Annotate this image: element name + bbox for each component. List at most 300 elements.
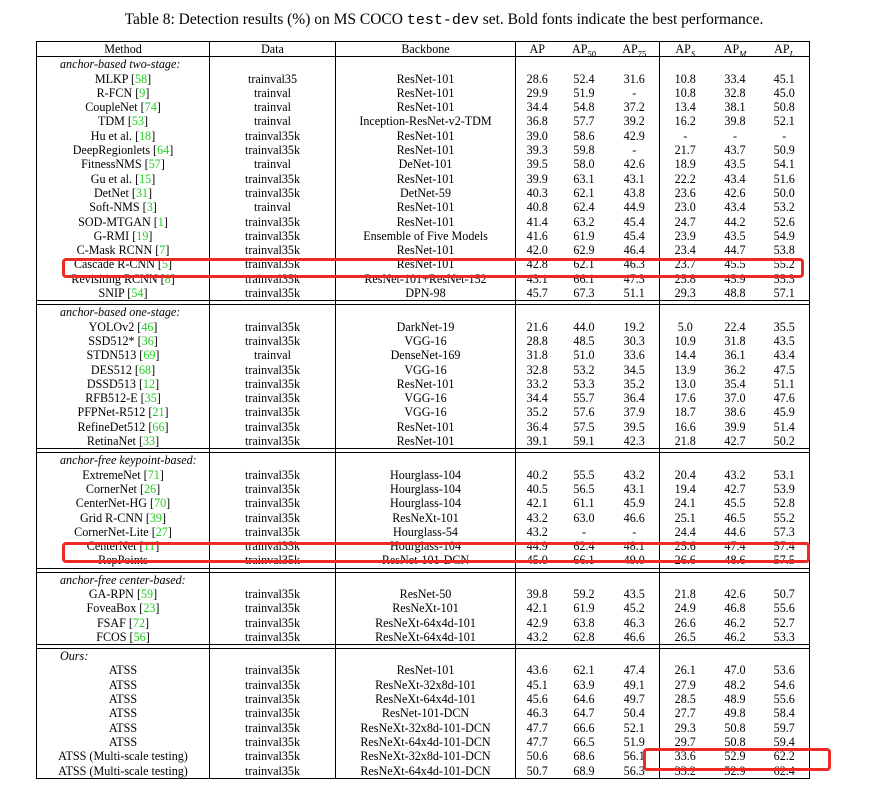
data-cell: trainval35k [210, 496, 336, 510]
ap75-cell: 31.6 [610, 72, 660, 86]
citation-link[interactable]: 53 [131, 114, 144, 129]
backbone-cell: Hourglass-104 [336, 496, 516, 510]
table-row [37, 348, 810, 362]
data-cell: trainval35k [210, 334, 336, 348]
ap50-cell: 66.1 [573, 271, 595, 286]
backbone-cell: ResNet-101 [336, 86, 516, 100]
ap50-cell: 62.1 [573, 185, 595, 200]
empty-cell [210, 453, 336, 468]
method-cell [37, 764, 210, 779]
apm-cell: 44.2 [724, 214, 746, 229]
aps-cell: 22.2 [674, 171, 696, 186]
apm-cell: 36.1 [724, 348, 746, 363]
empty-cell [760, 57, 810, 72]
table-row [37, 749, 810, 763]
ap75-cell: 46.6 [610, 511, 660, 525]
aps-cell: 24.7 [674, 214, 696, 229]
method-name: GA-RPN [88, 586, 134, 601]
method-cell: Gu et al. [15] [37, 172, 210, 186]
backbone-cell: ResNeXt-64x4d-101 [336, 692, 516, 706]
method-name: SOD-MTGAN [78, 214, 151, 229]
ap75-cell: 46.3 [610, 257, 660, 271]
backbone-cell: ResNet-101 [336, 129, 516, 143]
apm-cell: 44.6 [724, 524, 746, 539]
aps-cell: 24.1 [674, 496, 696, 511]
header-method: Method [37, 42, 210, 57]
aps-cell: 23.9 [674, 228, 696, 243]
ap50-cell: 57.7 [573, 114, 595, 129]
table-row [37, 553, 810, 568]
apm-cell: 50.8 [724, 734, 746, 749]
citation-link[interactable]: 59 [140, 586, 154, 601]
data-cell: trainval35k [210, 129, 336, 143]
table-row [37, 721, 810, 735]
ap50-cell: 68.6 [573, 749, 595, 764]
table-row [37, 405, 810, 419]
backbone-cell: Inception-ResNet-v2-TDM [336, 114, 516, 128]
backbone-cell: DPN-98 [336, 286, 516, 301]
ap75-cell: 39.2 [610, 114, 660, 128]
ap-cell: 50.7 [516, 764, 559, 779]
ap50-cell: 52.4 [573, 71, 595, 86]
apl-cell: 43.4 [760, 348, 810, 362]
apl-cell: 45.0 [760, 86, 810, 100]
citation-link[interactable]: 66 [152, 419, 165, 434]
aps-cell: 23.0 [674, 200, 696, 215]
ap-cell: 28.6 [526, 71, 548, 86]
table-caption [0, 11, 888, 29]
ap-cell: 41.4 [526, 214, 548, 229]
ap-cell: 47.7 [526, 720, 548, 735]
group-title: anchor-based one-stage: [37, 305, 210, 320]
table-row [37, 272, 810, 286]
apl-cell: 53.8 [760, 243, 810, 257]
method-cell: MLKP [58] [37, 72, 210, 86]
apl-cell: 52.7 [760, 616, 810, 630]
apm-cell: 35.4 [724, 376, 746, 391]
ap75-cell: 42.3 [610, 434, 660, 449]
citation-link[interactable]: 33 [142, 434, 156, 449]
group-header-row [37, 453, 810, 468]
apm-cell: 50.8 [724, 720, 746, 735]
caption-text-end: set. Bold fonts indicate the best performance. [478, 11, 764, 28]
apm-cell: 46.5 [724, 510, 746, 525]
ap-cell: 42.9 [526, 615, 548, 630]
data-cell: trainval35k [210, 553, 336, 568]
ap75-cell: 51.1 [610, 286, 660, 301]
ap-cell: 36.8 [526, 114, 548, 129]
data-cell: trainval35k [210, 692, 336, 706]
method-cell: SNIP [54] [37, 286, 210, 301]
apm-cell: 42.6 [724, 185, 746, 200]
method-cell: FSAF [72] [37, 616, 210, 630]
aps-cell: 29.3 [674, 720, 696, 735]
citation-link[interactable]: 21 [152, 405, 165, 420]
data-cell: trainval [210, 86, 336, 100]
apm-cell: 31.8 [724, 333, 746, 348]
citation-link[interactable]: 71 [147, 467, 160, 482]
apm-cell: 37.0 [724, 391, 746, 406]
apl-cell: 53.2 [760, 200, 810, 214]
method-name: DeepRegionlets [72, 143, 151, 158]
method-name: RefineDet512 [77, 419, 146, 434]
table-row [37, 496, 810, 510]
method-cell: ExtremeNet [71] [37, 468, 210, 482]
data-cell: trainval35k [210, 764, 336, 779]
apl-cell: 62.2 [760, 749, 810, 763]
ap50-cell: 66.6 [573, 720, 595, 735]
citation-link[interactable]: 68 [138, 362, 152, 377]
empty-cell [336, 649, 516, 664]
caption-text: Table 8: Detection results (%) on MS COCO [124, 11, 407, 28]
backbone-cell: ResNet-101 [336, 377, 516, 391]
empty-cell [559, 649, 610, 664]
citation-link[interactable]: 54 [131, 286, 144, 301]
data-cell: trainval35k [210, 405, 336, 419]
caption-split-name: test-dev [406, 12, 479, 29]
citation-link[interactable]: 5 [161, 257, 169, 272]
backbone-cell: ResNeXt-101 [336, 601, 516, 615]
citation-link[interactable]: 74 [144, 100, 157, 115]
aps-cell: 16.2 [674, 114, 696, 129]
method-cell [37, 663, 210, 677]
method-name: SSD512* [88, 333, 135, 348]
aps-cell: 14.4 [674, 348, 696, 363]
ap-cell: 45.6 [526, 692, 548, 707]
apl-cell: 53.9 [760, 482, 810, 496]
apm-cell: 43.7 [724, 143, 746, 158]
aps-cell: 13.9 [674, 362, 696, 377]
aps-cell: 13.4 [674, 100, 696, 115]
table-row [37, 511, 810, 525]
apl-cell: 57.3 [760, 525, 810, 539]
apl-cell: 47.5 [760, 363, 810, 377]
ap-cell: 44.9 [526, 539, 548, 554]
table-row [37, 286, 810, 301]
citation-link[interactable]: 57 [148, 157, 161, 172]
citation-link[interactable]: 12 [143, 376, 156, 391]
ap75-cell: 46.4 [610, 243, 660, 257]
method-cell: Cascade R-CNN [5] [37, 257, 210, 271]
citation-link[interactable]: 19 [136, 228, 149, 243]
citation-link[interactable]: 23 [143, 601, 156, 616]
ap-cell: 40.3 [526, 185, 548, 200]
apm-cell: 49.8 [724, 706, 746, 721]
aps-cell: 33.2 [660, 764, 711, 779]
data-cell: trainval35k [210, 630, 336, 645]
method-cell: Grid R-CNN [39] [37, 511, 210, 525]
method-cell: FCOS [56] [37, 630, 210, 645]
empty-cell [760, 453, 810, 468]
table-row [37, 157, 810, 171]
empty-cell [711, 305, 760, 320]
method-cell: DSSD513 [12] [37, 377, 210, 391]
ap75-cell: 45.2 [610, 601, 660, 615]
data-cell: trainval35k [210, 616, 336, 630]
apl-cell: 59.4 [760, 735, 810, 749]
empty-cell [610, 453, 660, 468]
method-name: MLKP [94, 71, 128, 86]
ap50-cell: 54.8 [573, 100, 595, 115]
apl-cell: 52.1 [760, 114, 810, 128]
citation-link[interactable]: 36 [141, 333, 154, 348]
ap-cell: 28.8 [526, 333, 548, 348]
table-row [37, 243, 810, 257]
citation-link[interactable]: 31 [135, 185, 149, 200]
citation-link[interactable]: 56 [133, 629, 146, 644]
group-header-row [37, 572, 810, 587]
ap-cell: 35.2 [526, 405, 548, 420]
citation-link[interactable]: 15 [139, 171, 152, 186]
ap75-cell: 45.4 [610, 215, 660, 229]
citation-link[interactable]: 9 [139, 85, 146, 100]
apm-cell: 43.5 [724, 228, 746, 243]
backbone-cell: ResNet-50 [336, 587, 516, 601]
apm-cell: 39.8 [724, 114, 746, 129]
citation-link[interactable]: 39 [149, 510, 162, 525]
citation-link[interactable]: 1 [157, 214, 164, 229]
apm-cell: 43.4 [724, 200, 746, 215]
aps-cell: 10.8 [674, 85, 696, 100]
citation-link[interactable]: 35 [144, 391, 157, 406]
citation-link[interactable]: 18 [139, 128, 152, 143]
method-name: ATSS [108, 720, 138, 735]
ap-cell: 39.5 [526, 157, 548, 172]
ap-cell: 47.7 [526, 734, 548, 749]
aps-cell: 23.4 [674, 243, 696, 258]
data-cell: trainval35k [210, 678, 336, 692]
empty-cell [660, 453, 711, 468]
method-name: CenterNet [86, 539, 137, 554]
apm-cell: 46.2 [724, 615, 746, 630]
apl-cell: 50.7 [760, 587, 810, 601]
aps-cell: 26.6 [674, 553, 696, 568]
citation-link[interactable]: 26 [143, 481, 157, 496]
citation-link[interactable]: 72 [132, 615, 146, 630]
table-row [37, 72, 810, 86]
method-cell: G-RMI [19] [37, 229, 210, 243]
method-cell [37, 706, 210, 720]
ap-cell: 43.2 [526, 510, 548, 525]
ap75-cell: 47.4 [610, 663, 660, 677]
data-cell: trainval35k [210, 735, 336, 749]
aps-cell: 23.6 [674, 185, 696, 200]
backbone-cell: ResNet-101 [336, 100, 516, 114]
ap50-cell: 66.1 [573, 553, 595, 568]
data-cell: trainval35k [210, 601, 336, 615]
empty-cell [516, 57, 559, 72]
method-name: ATSS [108, 734, 138, 749]
ap75-cell: 42.9 [610, 129, 660, 143]
group-title: anchor-free keypoint-based: [37, 453, 210, 468]
data-cell: trainval35k [210, 468, 336, 482]
apl-cell: 55.3 [760, 272, 810, 286]
aps-cell: 17.6 [674, 391, 696, 406]
method-name: Soft-NMS [89, 200, 140, 215]
table-body [37, 57, 810, 779]
table-row [37, 434, 810, 449]
group-header-row [37, 57, 810, 72]
method-name: G-RMI [93, 228, 130, 243]
ap-cell: 34.4 [526, 391, 548, 406]
method-name: ATSS (Multi-scale testing) [58, 763, 188, 778]
empty-cell [210, 649, 336, 664]
backbone-cell: ResNet-101 [336, 663, 516, 677]
method-cell [37, 749, 210, 763]
ap75-cell: 44.9 [610, 200, 660, 214]
method-cell: SOD-MTGAN [1] [37, 215, 210, 229]
aps-cell: 24.4 [674, 524, 696, 539]
method-cell: CoupleNet [74] [37, 100, 210, 114]
table-row [37, 420, 810, 434]
ap-cell: 43.2 [526, 524, 548, 539]
table-row [37, 391, 810, 405]
table-row [37, 678, 810, 692]
ap50-cell: 51.0 [573, 348, 595, 363]
apm-cell: 42.7 [724, 481, 746, 496]
data-cell: trainval35k [210, 243, 336, 257]
citation-link[interactable]: 7 [159, 243, 166, 258]
data-cell: trainval35k [210, 229, 336, 243]
ap75-cell: 45.4 [610, 229, 660, 243]
apl-cell: 62.4 [760, 764, 810, 779]
ap50-cell: 63.1 [573, 171, 595, 186]
empty-cell [610, 649, 660, 664]
table-row [37, 257, 810, 271]
citation-link[interactable]: 58 [135, 71, 148, 86]
empty-cell [660, 305, 711, 320]
header-backbone: Backbone [336, 42, 516, 57]
data-cell: trainval35k [210, 482, 336, 496]
backbone-cell: DeNet-101 [336, 157, 516, 171]
ap-cell: 39.0 [526, 128, 548, 143]
group-title: anchor-free center-based: [37, 572, 210, 587]
ap-cell: 41.6 [526, 228, 548, 243]
method-name: TDM [97, 114, 125, 129]
data-cell: trainval35k [210, 420, 336, 434]
ap75-cell: 42.6 [610, 157, 660, 171]
empty-cell [660, 649, 711, 664]
aps-cell: - [683, 128, 688, 143]
table-row [37, 334, 810, 348]
aps-cell: 5.0 [677, 319, 693, 334]
apl-cell: 51.6 [760, 172, 810, 186]
ap-cell: 42.0 [526, 243, 548, 258]
ap50-cell: 63.2 [573, 214, 595, 229]
data-cell: trainval35k [210, 257, 336, 271]
apl-cell: 53.1 [760, 468, 810, 482]
header-ap50: $AP_{50}$ [559, 42, 610, 57]
ap75-cell: 49.7 [610, 692, 660, 706]
aps-cell: 25.8 [674, 271, 696, 286]
backbone-cell: ResNet-101 [336, 143, 516, 157]
backbone-cell: ResNeXt-64x4d-101-DCN [336, 764, 516, 779]
backbone-cell: ResNet-101-DCN [336, 706, 516, 720]
apl-cell: 58.4 [760, 706, 810, 720]
aps-cell: 26.5 [674, 629, 696, 644]
citation-link[interactable]: 46 [141, 319, 154, 334]
ap-cell: 31.8 [526, 348, 548, 363]
table-row [37, 100, 810, 114]
backbone-cell: ResNeXt-64x4d-101 [336, 630, 516, 645]
citation-link[interactable]: 70 [154, 496, 167, 511]
ap-cell: 45.7 [526, 286, 548, 301]
ap50-cell: 44.0 [573, 319, 595, 334]
citation-link[interactable]: 11 [143, 539, 156, 554]
apl-cell: 55.6 [760, 601, 810, 615]
apm-cell: 44.7 [724, 243, 746, 258]
apl-cell: 35.5 [760, 320, 810, 334]
ap50-cell: 59.8 [573, 143, 595, 158]
ap75-cell: - [610, 143, 660, 157]
table-row [37, 172, 810, 186]
apl-cell: 45.9 [760, 405, 810, 419]
method-cell: Revisiting RCNN [8] [37, 272, 210, 286]
data-cell: trainval35k [210, 539, 336, 553]
empty-cell [610, 305, 660, 320]
backbone-cell: ResNet-101-DCN [336, 553, 516, 568]
ap50-cell: 68.9 [559, 764, 610, 779]
apm-cell: 45.5 [724, 257, 746, 272]
method-name: FoveaBox [86, 601, 137, 616]
citation-link[interactable]: 64 [157, 143, 170, 158]
backbone-cell: VGG-16 [336, 334, 516, 348]
method-cell [37, 692, 210, 706]
ap50-cell: 62.1 [573, 663, 595, 678]
citation-link[interactable]: 27 [155, 524, 168, 539]
citation-link[interactable]: 8 [164, 271, 171, 286]
method-name: YOLOv2 [88, 319, 135, 334]
empty-cell [516, 572, 559, 587]
method-cell: Hu et al. [18] [37, 129, 210, 143]
ap75-cell: 45.9 [610, 496, 660, 510]
apm-cell: 45.5 [724, 496, 746, 511]
apl-cell: 53.6 [760, 663, 810, 677]
ap75-cell: 51.9 [610, 735, 660, 749]
group-title: anchor-based two-stage: [37, 57, 210, 72]
empty-cell [336, 57, 516, 72]
method-cell: CornerNet [26] [37, 482, 210, 496]
apm-cell: - [732, 128, 738, 143]
empty-cell [610, 572, 660, 587]
method-cell: Soft-NMS [3] [37, 200, 210, 214]
aps-cell: 10.9 [674, 333, 696, 348]
apl-cell: 52.6 [760, 215, 810, 229]
apl-cell: 59.7 [760, 721, 810, 735]
apl-cell: 54.1 [760, 157, 810, 171]
apl-cell: 50.8 [760, 100, 810, 114]
apl-cell: 52.8 [760, 496, 810, 510]
method-cell: YOLOv2 [46] [37, 320, 210, 334]
ap50-cell: 55.7 [573, 391, 595, 406]
table-row [37, 764, 810, 779]
data-cell: trainval35k [210, 143, 336, 157]
empty-cell [210, 572, 336, 587]
data-cell: trainval35k [210, 377, 336, 391]
table-row [37, 200, 810, 214]
apl-cell: 50.2 [760, 434, 810, 449]
citation-link[interactable]: 69 [143, 348, 156, 363]
empty-cell [711, 453, 760, 468]
aps-cell: 27.7 [674, 706, 696, 721]
apl-cell: 54.9 [760, 229, 810, 243]
empty-cell [336, 453, 516, 468]
aps-cell: 33.6 [674, 749, 696, 764]
citation-link[interactable]: 3 [146, 200, 153, 215]
backbone-cell: ResNet-101 [336, 72, 516, 86]
method-cell: DES512 [68] [37, 363, 210, 377]
table-row [37, 692, 810, 706]
